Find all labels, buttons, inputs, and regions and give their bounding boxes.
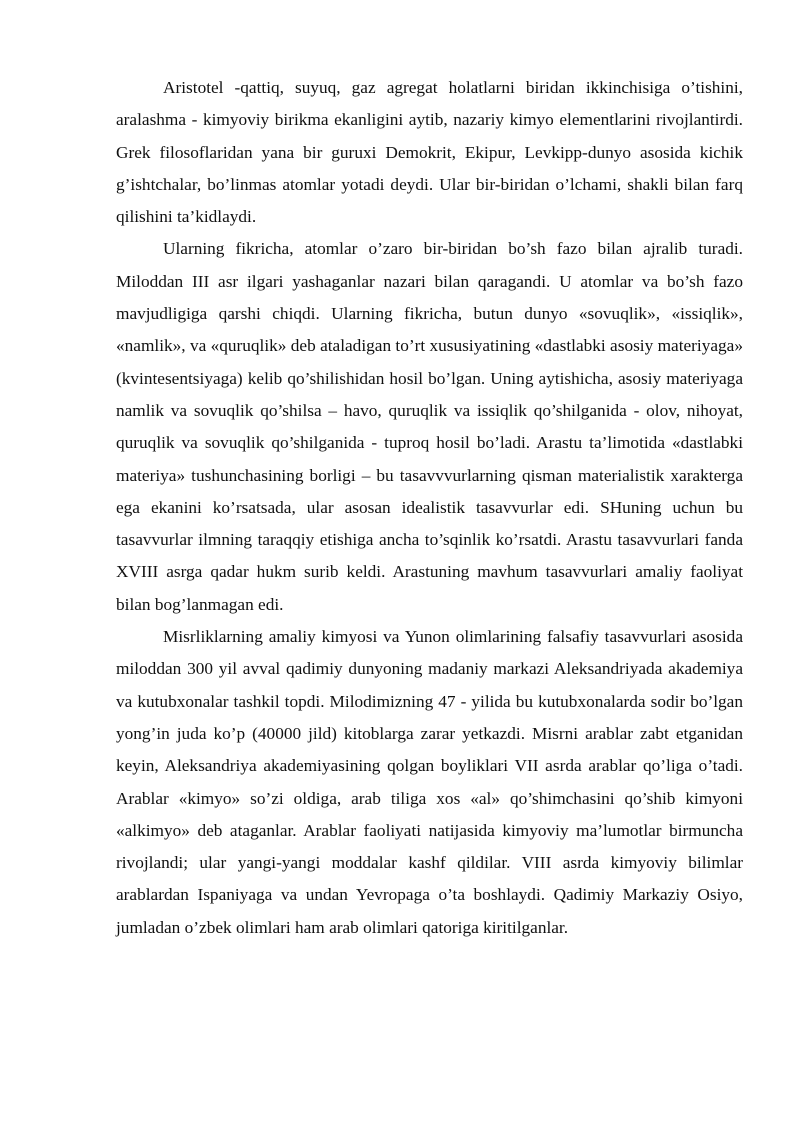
paragraph-misrliklar: Misrliklarning amaliy kimyosi va Yunon olimlarining falsafiy tasavvurlari asosida miloddan 300 yil avval qadimiy dunyoning madaniy markazi Aleksandriyada akademiya va kutubxonalar tashkil topdi. Milodimizning 47 - yilida bu kutubxonalarda sodir bo’lgan yong’in juda ko’p (40000 jild) kitoblarga zarar yetkazdi. Misrni arablar zabt etganidan keyin, Aleksandriya akademiyasining qolgan boyliklari VII asrda arablar qo’liga o’tadi. Arablar «kimyo» so’zi oldiga, arab tiliga xos «al» qo’shimchasini qo’shib kimyoni «alkimyo» deb ataganlar. Arablar faoliyati natijasida kimyoviy ma’lumotlar birmuncha rivojlandi; ular yangi-yangi moddalar kashf qildilar. VIII asrda kimyoviy bilimlar arablardan Ispaniyaga va undan Yevropaga o’ta boshlaydi. Qadimiy Markaziy Osiyo, jumladan o’zbek olimlari ham arab olimlari qatoriga kiritilganlar. [116,627,743,937]
paragraph-atomlar: Ularning fikricha, atomlar o’zaro bir-biridan bo’sh fazo bilan ajralib turadi. Miloddan III asr ilgari yashaganlar nazari bilan qaragandi. U atomlar va bo’sh fazo mavjudligiga qarshi chiqdi. Ularning fikricha, butun dunyo «sovuqlik», «issiqlik», «namlik», va «quruqlik» deb ataladigan to’rt xususiyatining «dastlabki asosiy materiyaga» (kvintesentsiyaga) kelib qo’shilishidan hosil bo’lgan. Uning aytishicha, asosiy materiyaga namlik va sovuqlik qo’shilsa – havo, quruqlik va issiqlik qo’shilganida - olov, nihoyat, quruqlik va sovuqlik qo’shilganida - tuproq hosil bo’ladi. Arastu ta’limotida «dastlabki materiya» tushunchasining borligi – bu tasavvvurlarning qisman materialistik xarakterga ega ekanini ko’rsatsada, ular asosan idealistik tasavvurlar edi. SHuning uchun bu tasavvurlar ilmning taraqqiy etishiga ancha to’sqinlik ko’rsatdi. Arastu tasavvurlari fanda XVIII asrga qadar hukm surib keldi. Arastuning mavhum tasavvurlari amaliy faoliyat bilan bog’lanmagan edi. [116,239,743,614]
document-body [116,72,743,944]
paragraph-aristotel: Aristotel -qattiq, suyuq, gaz agregat holatlarni biridan ikkinchisiga o’tishini, aralashma - kimyoviy birikma ekanligini aytib, nazariy kimyo elementlarini rivojlantirdi. Grek filosoflaridan yana bir guruxi Demokrit, Ekipur, Levkipp-dunyo asosida kichik g’ishtchalar, bo’linmas atomlar yotadi deydi. Ular bir-biridan o’lchami, shakli bilan farq qilishini ta’kidlaydi. [116,78,743,227]
